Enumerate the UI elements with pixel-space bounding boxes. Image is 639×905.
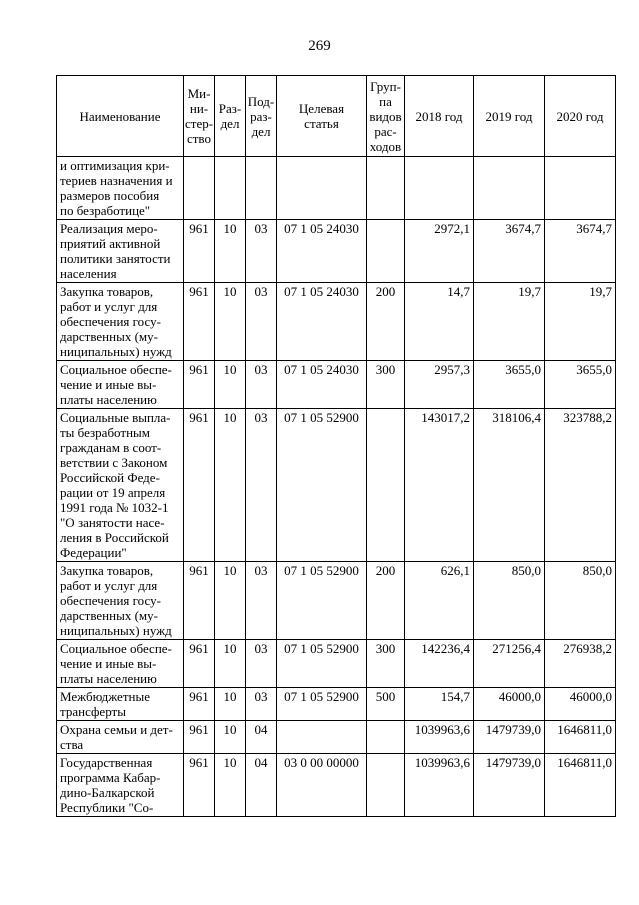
cell-name: Реализация меро- приятий активной политики занятости населения (57, 220, 184, 283)
cell-target: 07 1 05 52900 (277, 562, 367, 640)
cell-section: 10 (215, 562, 246, 640)
cell-target: 07 1 05 52900 (277, 640, 367, 688)
cell-group (367, 721, 405, 754)
cell-name: Закупка товаров, работ и услуг для обеспечения госу- дарственных (му- ниципальных) нужд (57, 283, 184, 361)
cell-ministry: 961 (184, 220, 215, 283)
cell-name: Социальное обеспе- чение и иные вы- платы населению (57, 640, 184, 688)
cell-ministry: 961 (184, 361, 215, 409)
cell-2018: 14,7 (405, 283, 474, 361)
cell-2020: 19,7 (545, 283, 616, 361)
header-name: Наименование (57, 76, 184, 157)
cell-ministry: 961 (184, 721, 215, 754)
cell-target: 03 0 00 00000 (277, 754, 367, 817)
cell-section: 10 (215, 409, 246, 562)
cell-2020: 3655,0 (545, 361, 616, 409)
cell-group: 300 (367, 640, 405, 688)
cell-subsection: 04 (246, 754, 277, 817)
table-row (57, 361, 616, 409)
cell-2020: 3674,7 (545, 220, 616, 283)
header-section: Раз- дел (215, 76, 246, 157)
cell-group: 200 (367, 562, 405, 640)
cell-section: 10 (215, 721, 246, 754)
cell-2019: 271256,4 (474, 640, 545, 688)
cell-group (367, 754, 405, 817)
cell-2020: 1646811,0 (545, 721, 616, 754)
cell-name: Охрана семьи и дет- ства (57, 721, 184, 754)
table-row (57, 640, 616, 688)
header-group: Груп- па видов рас- ходов (367, 76, 405, 157)
cell-target: 07 1 05 24030 (277, 361, 367, 409)
cell-name: и оптимизация кри- териев назначения и размеров пособия по безработице" (57, 157, 184, 220)
table-row (57, 283, 616, 361)
header-2019: 2019 год (474, 76, 545, 157)
cell-2020: 276938,2 (545, 640, 616, 688)
header-row (57, 76, 616, 157)
cell-group (367, 409, 405, 562)
budget-table (56, 75, 616, 817)
cell-2019 (474, 157, 545, 220)
cell-2019: 3655,0 (474, 361, 545, 409)
cell-ministry: 961 (184, 283, 215, 361)
cell-ministry: 961 (184, 640, 215, 688)
cell-ministry: 961 (184, 562, 215, 640)
cell-2018: 2957,3 (405, 361, 474, 409)
header-ministry: Ми- ни- стер- ство (184, 76, 215, 157)
cell-section: 10 (215, 754, 246, 817)
cell-subsection (246, 157, 277, 220)
cell-2019: 850,0 (474, 562, 545, 640)
cell-subsection: 04 (246, 721, 277, 754)
cell-2018: 2972,1 (405, 220, 474, 283)
cell-2020: 46000,0 (545, 688, 616, 721)
cell-subsection: 03 (246, 220, 277, 283)
cell-name: Государственная программа Кабар- дино-Балкарской Республики "Со- (57, 754, 184, 817)
cell-subsection: 03 (246, 562, 277, 640)
cell-2019: 318106,4 (474, 409, 545, 562)
cell-2019: 46000,0 (474, 688, 545, 721)
cell-2020: 850,0 (545, 562, 616, 640)
page-number: 269 (308, 38, 331, 54)
cell-ministry: 961 (184, 688, 215, 721)
cell-name: Социальное обеспе- чение и иные вы- платы населению (57, 361, 184, 409)
cell-target: 07 1 05 24030 (277, 220, 367, 283)
cell-2018: 154,7 (405, 688, 474, 721)
cell-2019: 19,7 (474, 283, 545, 361)
table-row (57, 688, 616, 721)
header-subsection: Под- раз- дел (246, 76, 277, 157)
cell-2018: 142236,4 (405, 640, 474, 688)
header-target: Целевая статья (277, 76, 367, 157)
cell-section: 10 (215, 283, 246, 361)
cell-group (367, 157, 405, 220)
cell-section (215, 157, 246, 220)
cell-2020: 1646811,0 (545, 754, 616, 817)
table-row (57, 157, 616, 220)
cell-2018: 1039963,6 (405, 721, 474, 754)
cell-section: 10 (215, 688, 246, 721)
cell-2020 (545, 157, 616, 220)
cell-2019: 1479739,0 (474, 721, 545, 754)
table-row (57, 754, 616, 817)
cell-group: 500 (367, 688, 405, 721)
cell-subsection: 03 (246, 361, 277, 409)
cell-group: 300 (367, 361, 405, 409)
header-2018: 2018 год (405, 76, 474, 157)
cell-subsection: 03 (246, 640, 277, 688)
cell-ministry: 961 (184, 754, 215, 817)
cell-2018: 1039963,6 (405, 754, 474, 817)
cell-subsection: 03 (246, 283, 277, 361)
cell-target: 07 1 05 52900 (277, 409, 367, 562)
cell-subsection: 03 (246, 409, 277, 562)
table-row (57, 721, 616, 754)
cell-2018 (405, 157, 474, 220)
cell-section: 10 (215, 361, 246, 409)
cell-target (277, 721, 367, 754)
cell-2020: 323788,2 (545, 409, 616, 562)
cell-section: 10 (215, 640, 246, 688)
cell-target: 07 1 05 52900 (277, 688, 367, 721)
cell-2018: 143017,2 (405, 409, 474, 562)
cell-name: Межбюджетные трансферты (57, 688, 184, 721)
cell-target (277, 157, 367, 220)
table-row (57, 409, 616, 562)
cell-target: 07 1 05 24030 (277, 283, 367, 361)
header-2020: 2020 год (545, 76, 616, 157)
cell-2018: 626,1 (405, 562, 474, 640)
cell-group: 200 (367, 283, 405, 361)
cell-ministry: 961 (184, 409, 215, 562)
cell-subsection: 03 (246, 688, 277, 721)
cell-ministry (184, 157, 215, 220)
table-row (57, 562, 616, 640)
cell-2019: 1479739,0 (474, 754, 545, 817)
table-row (57, 220, 616, 283)
cell-section: 10 (215, 220, 246, 283)
cell-2019: 3674,7 (474, 220, 545, 283)
cell-name: Социальные выпла- ты безработным гражданам в соот- ветствии с Законом Российской Феде- рации от 19 апреля 1991 года № 1032-1 "О занятости насе- ления в Российской Федерации" (57, 409, 184, 562)
cell-group (367, 220, 405, 283)
cell-name: Закупка товаров, работ и услуг для обеспечения госу- дарственных (му- ниципальных) нужд (57, 562, 184, 640)
